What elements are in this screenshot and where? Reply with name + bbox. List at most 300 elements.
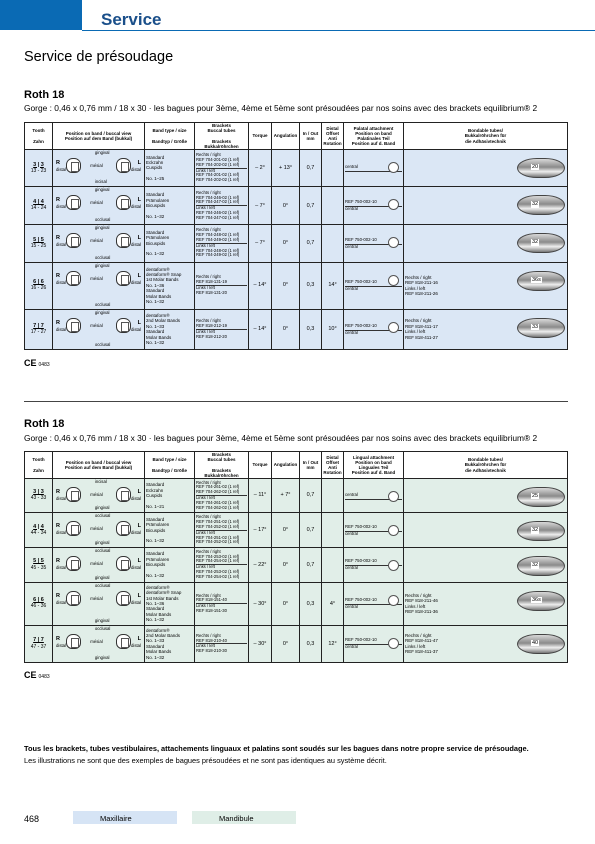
side-right-label: R [56,197,60,204]
attachment-ref: REF 750-002-10 [345,597,402,605]
bracket-right: Rechts / right REF 818-212-19 [196,318,227,328]
bracket-refs [195,262,249,309]
side-right-label: R [56,523,60,530]
legend-mandibular-label: Mandibule [219,814,254,823]
mesial-label: mésial [90,200,103,206]
bottom-surface-label: gingival [94,617,110,623]
mesial-label: mésial [90,638,103,644]
tooth-number: 4 | 4 [33,523,44,530]
bracket-refs [195,478,249,513]
tooth-number: 5 | 5 [33,558,44,565]
distal-offset-value [322,547,344,582]
side-right-label: R [56,635,60,642]
attachment-globe-icon [388,525,399,536]
distal-label-left: distal [130,204,141,210]
band-product-image [517,556,565,576]
torque-value: – 17° [249,513,272,548]
attachment-pos: central [345,530,358,536]
mesial-label: mésial [90,560,103,566]
top-surface-label: gingival [94,309,110,315]
bracket-left: Links / left REF 818-210-30 [196,643,227,654]
attachment-globe-icon [388,322,399,333]
band-size-label: 32 [532,238,539,245]
ce-mark-1: CE 0483 [24,358,50,368]
inout-value: 0,3 [300,582,322,625]
band-size-label: 25 [532,492,539,499]
bondable-tubes [404,625,568,662]
bracket-left: Links / left REF 704-261-02 (1 ref) REF 704-262-02 (1 ref) [196,495,240,510]
distal-label-right: distal [56,326,67,332]
tooth-icon [116,318,131,333]
bracket-refs [195,625,249,662]
tooth-number: 5 | 5 [33,236,44,243]
position-diagram [53,309,145,349]
attachment-globe-icon [388,638,399,649]
bottom-surface-label: occlusal [94,342,111,348]
page-title: Service de présoudage [24,49,174,65]
header-tooth: Tooth Zahn [25,452,53,479]
distal-label-left: distal [130,241,141,247]
attachment-ref: REF 750-002-10 [345,279,402,287]
table-row [25,478,568,513]
band-product-image [517,195,565,215]
attachment-ref: REF 750-002-10 [345,558,402,566]
tooth-number: 6 | 6 [33,279,44,285]
tooth-icon [66,634,81,649]
distal-label-left: distal [130,564,141,570]
top-surface-label: gingival [94,149,110,155]
tooth-cell [25,625,53,662]
attachment-ref: REF 750-002-10 [345,323,402,331]
band-product-image [517,318,565,338]
tooth-fdi: 44 - 34 [30,529,47,536]
table-row [25,625,568,662]
angulation-value: 0° [272,187,300,225]
bracket-right: Rechts / right REF 704-248-02 (1 ref) REF 704-249-02 (1 ref) [196,227,240,242]
angulation-value: 0° [272,262,300,309]
bracket-left: Links / left REF 704-201-02 (1 ref) REF 704-202-02 (1 ref) [196,167,240,183]
top-surface-label: incisal [94,478,107,484]
top-surface-label: gingival [94,262,110,268]
bottom-surface-label: gingival [94,540,110,546]
bracket-refs [195,582,249,625]
bondable-tubes [404,149,568,187]
bracket-right: Rechts / right REF 704-246-02 (1 ref) REF 704-247-02 (1 ref) [196,189,240,205]
side-right-label: R [56,592,60,599]
band-size-label: 32 [532,561,539,568]
header-attach: Palatal attachment Position on band Palatinales Teil Position auf d. Band [344,123,404,150]
attachment-globe-icon [388,199,399,210]
band-product-image [517,233,565,253]
bond-right: Rechts / right REF 818-211-46 [405,592,438,604]
angulation-value: + 7° [272,478,300,513]
tooth-icon [66,487,81,502]
tooth-icon [66,195,81,210]
bracket-left: Links / left REF 704-253-02 (1 ref) REF 704-254-02 (1 ref) [196,564,240,579]
position-diagram [53,262,145,309]
angulation-value: 0° [272,513,300,548]
bracket-refs [195,149,249,187]
tooth-icon [66,158,81,173]
angulation-value: 0° [272,582,300,625]
mesial-label: mésial [90,162,103,168]
header-bond: Bondable tubes/ Bukkalröhrchen für die Adhäsivtechnik [404,123,568,150]
band-product-image [517,521,565,541]
tooth-number: 6 | 6 [33,597,44,604]
tooth-icon [66,556,81,571]
distal-offset-value: 12° [322,625,344,662]
band-product-image [517,158,565,178]
torque-value: – 11° [249,478,272,513]
tooth-icon [66,233,81,248]
distal-offset-value [322,513,344,548]
angulation-value: 0° [272,309,300,349]
tooth-icon [116,556,131,571]
bracket-right: Rechts / right REF 704-201-02 (1 ref) REF 704-202-02 (1 ref) [196,152,240,167]
attachment-globe-icon [388,162,399,173]
header-inout: In / Out mm [300,452,322,479]
header-brackets: Brackets Buccal tubes Brackets Bukkalröhrchen [195,123,249,150]
bracket-refs [195,309,249,349]
distal-label-left: distal [130,599,141,605]
bondable-tubes [404,262,568,309]
distal-offset-value [322,478,344,513]
header-rule [82,30,595,31]
header-angulation: Angulation [272,123,300,150]
position-diagram [53,582,145,625]
tooth-number: 4 | 4 [33,199,44,206]
table-maxillary [24,122,568,350]
band-product-image [517,487,565,507]
band-type: Standard Prämolaren Bicuspids No. 1–32 [145,513,195,548]
distal-label-right: distal [56,241,67,247]
top-surface-label: occlusal [94,625,111,631]
torque-value: – 7° [249,187,272,225]
bondable-tubes [404,582,568,625]
mesial-label: mésial [90,275,103,281]
tooth-number: 3 | 3 [33,489,44,496]
tooth-number: 7 | 7 [33,322,44,329]
distal-label-left: distal [130,495,141,501]
attachment-globe-icon [388,237,399,248]
tooth-icon [116,271,131,286]
tooth-cell [25,582,53,625]
attachment-cell [344,513,404,548]
bottom-surface-label: incisal [94,179,107,185]
side-right-label: R [56,319,60,326]
header-angulation: Angulation [272,452,300,479]
table-row [25,513,568,548]
header-torque: Torque [249,123,272,150]
attachment-cell [344,625,404,662]
bond-right: Rechts / right REF 818-411-47 [405,633,438,644]
bracket-right: Rechts / right REF 704-261-02 (1 ref) REF 704-262-02 (1 ref) [196,479,240,495]
section-title: Service [101,10,162,29]
inout-value: 0,3 [300,262,322,309]
angulation-value: 0° [272,547,300,582]
bond-right: Rechts / right REF 818-211-16 [405,274,438,286]
side-right-label: R [56,272,60,279]
attachment-pos: central [345,286,358,292]
position-diagram [53,625,145,662]
attachment-pos: central [345,644,358,650]
page-number: 468 [24,814,40,824]
bottom-surface-label: gingival [94,574,110,580]
top-surface-label: occlusal [94,513,111,519]
band-type: Standard Eckzahn Cuspids No. 1–21 [145,478,195,513]
attachment-cell [344,149,404,187]
tooth-number: 3 | 3 [33,161,44,168]
distal-label-right: distal [56,166,67,172]
tooth-icon [116,233,131,248]
inout-value: 0,7 [300,224,322,262]
attachment-pos: central [345,329,358,335]
band-type: dentaform® 2nd Molar Bands No. 1–33 Standard Molar Bands No. 1–32 [145,309,195,349]
tooth-icon [66,521,81,536]
bond-left: Links / left REF 818-411-27 [405,329,438,340]
angulation-value: 0° [272,625,300,662]
table1-title: Roth 18 [24,89,65,101]
band-size-label: 36s [532,276,541,283]
bondable-tubes [404,224,568,262]
inout-value: 0,7 [300,547,322,582]
tooth-fdi: 17 - 27 [30,329,47,336]
inout-value: 0,7 [300,187,322,225]
bracket-left: Links / left REF 818-151-30 [196,603,227,613]
attachment-cell [344,187,404,225]
bracket-refs [195,547,249,582]
bond-left: Links / left REF 818-411-37 [405,643,438,655]
tooth-number: 7 | 7 [33,637,44,644]
bracket-left: Links / left REF 818-131-20 [196,285,227,295]
distal-label-right: distal [56,204,67,210]
distal-label-right: distal [56,530,67,536]
attachment-cell [344,262,404,309]
top-surface-label: occlusal [94,547,111,553]
header-torque: Torque [249,452,272,479]
side-right-label: R [56,488,60,495]
side-left-label: L [137,592,141,599]
inout-value: 0,3 [300,625,322,662]
side-left-label: L [137,234,141,241]
distal-label-right: distal [56,564,67,570]
tooth-fdi: 13 - 23 [30,167,47,174]
side-left-label: L [137,523,141,530]
distal-offset-value: 14° [322,262,344,309]
bracket-refs [195,513,249,548]
distal-offset-value [322,187,344,225]
header-inout: In / Out mm [300,123,322,150]
attachment-ref: REF 750-002-10 [345,637,402,645]
tooth-cell [25,309,53,349]
bracket-right: Rechts / right REF 818-151-40 [196,592,227,603]
distal-offset-value [322,224,344,262]
tooth-fdi: 43 - 33 [30,495,47,502]
table1-subtitle: Gorge : 0,46 x 0,76 mm / 18 x 30 · les bagues pour 3ème, 4ème et 5ème sont présoudées par nos soins avec des brackets equilibrium® 2 [24,103,538,113]
bracket-left: Links / left REF 704-251-02 (1 ref) REF 704-252-02 (1 ref) [196,529,240,545]
side-left-label: L [137,488,141,495]
side-left-label: L [137,197,141,204]
header-attach: Lingual attachment Position on band Linguales Teil Position auf d. Band [344,452,404,479]
tooth-icon [116,195,131,210]
bondable-tubes [404,478,568,513]
torque-value: – 14° [249,309,272,349]
attachment-ref: REF 750-002-10 [345,237,402,245]
table2-title: Roth 18 [24,418,65,430]
tooth-icon [116,591,131,606]
attachment-globe-icon [388,560,399,571]
attachment-cell [344,224,404,262]
tooth-fdi: 15 - 25 [30,243,47,250]
attachment-ref: central [345,492,402,500]
band-size-label: 36s [532,596,541,603]
bracket-right: Rechts / right REF 704-251-02 (1 ref) REF 704-252-02 (1 ref) [196,514,240,529]
band-product-image [517,591,565,611]
header-color-block [0,0,82,30]
inout-value: 0,7 [300,513,322,548]
position-diagram [53,224,145,262]
band-type: Standard Prämolaren Bicuspids No. 1–32 [145,187,195,225]
tooth-cell [25,547,53,582]
bond-right: Rechts / right REF 818-411-17 [405,318,438,329]
attachment-cell [344,547,404,582]
header-distal: Distal Offset Anti Rotation [322,123,344,150]
distal-label-left: distal [130,166,141,172]
tooth-icon [116,158,131,173]
tooth-icon [116,487,131,502]
header-position: Position on band / buccal view Position auf dem Band (bukkal) [53,452,145,479]
band-product-image [517,271,565,291]
distal-offset-value: 10° [322,309,344,349]
bottom-surface-label: gingival [94,505,110,511]
attachment-cell [344,478,404,513]
mesial-label: mésial [90,322,103,328]
side-right-label: R [56,557,60,564]
bracket-refs [195,224,249,262]
band-type: dentaform® dentaform® Snap 1st Molar Bands No. 1–36 Standard Molar Bands No. 1–32 [145,262,195,309]
torque-value: – 22° [249,547,272,582]
angulation-value: + 13° [272,149,300,187]
table-row [25,309,568,349]
tooth-cell [25,187,53,225]
bottom-surface-label: occlusal [94,301,111,307]
bond-left: Links / left REF 818-211-36 [405,603,438,615]
band-size-label: 20 [532,163,539,170]
table-row [25,187,568,225]
attachment-pos: central [345,243,358,249]
mesial-label: mésial [90,526,103,532]
side-left-label: L [137,159,141,166]
table-row [25,582,568,625]
position-diagram [53,513,145,548]
tooth-fdi: 14 - 24 [30,205,47,212]
inout-value: 0,7 [300,478,322,513]
bracket-left: Links / left REF 704-246-02 (1 ref) REF 704-247-02 (1 ref) [196,205,240,220]
table-row [25,262,568,309]
distal-label-right: distal [56,495,67,501]
bottom-surface-label: occlusal [94,217,111,223]
bracket-refs [195,187,249,225]
angulation-value: 0° [272,224,300,262]
inout-value: 0,7 [300,149,322,187]
tooth-icon [66,318,81,333]
band-product-image [517,634,565,654]
tooth-cell [25,224,53,262]
top-surface-label: gingival [94,187,110,193]
band-size-label: 32 [532,527,539,534]
top-surface-label: gingival [94,224,110,230]
attachment-globe-icon [388,491,399,502]
distal-label-left: distal [130,326,141,332]
distal-label-left: distal [130,642,141,648]
table-mandibular [24,451,568,663]
position-diagram [53,547,145,582]
mesial-label: mésial [90,237,103,243]
ce-mark-2: CE 0483 [24,670,50,680]
band-size-label: 33 [532,323,539,330]
header-bond: Bondable tubes/ Bukkalröhrchen für die Adhäsivtechnik [404,452,568,479]
band-type: dentaform® 2nd Molar Bands No. 1–33 Standard Molar Bands No. 1–32 [145,625,195,662]
side-left-label: L [137,635,141,642]
bondable-tubes [404,187,568,225]
tooth-fdi: 47 - 37 [30,643,47,650]
tooth-cell [25,149,53,187]
tooth-icon [116,634,131,649]
distal-label-right: distal [56,279,67,285]
distal-offset-value: 4° [322,582,344,625]
torque-value: – 14° [249,262,272,309]
side-right-label: R [56,159,60,166]
bondable-tubes [404,309,568,349]
bond-left: Links / left REF 818-211-26 [405,285,438,296]
bracket-left: Links / left REF 704-248-02 (1 ref) REF 704-249-02 (1 ref) [196,242,240,258]
tooth-icon [116,521,131,536]
position-diagram [53,187,145,225]
attachment-pos: central [345,604,358,610]
bracket-right: Rechts / right REF 704-253-02 (1 ref) REF 704-254-02 (1 ref) [196,548,240,564]
torque-value: – 30° [249,625,272,662]
attachment-globe-icon [388,595,399,606]
bottom-surface-label: gingival [94,655,110,661]
band-type: dentaform® dentaform® Snap 1st Molar Bands No. 1–36 Standard Molar Bands No. 1–32 [145,582,195,625]
distal-offset-value [322,149,344,187]
attachment-pos: central [345,565,358,571]
side-left-label: L [137,557,141,564]
attachment-ref: central [345,164,402,172]
attachment-ref: REF 750-002-10 [345,524,402,532]
bottom-surface-label: occlusal [94,254,111,260]
header-position: Position on band / buccal view Position auf dem Band (bukkal) [53,123,145,150]
table-row [25,149,568,187]
table-row [25,547,568,582]
tooth-cell [25,513,53,548]
inout-value: 0,3 [300,309,322,349]
side-left-label: L [137,272,141,279]
attachment-cell [344,582,404,625]
attachment-pos: central [345,206,358,212]
attachment-cell [344,309,404,349]
bondable-tubes [404,547,568,582]
table-row [25,224,568,262]
header-tooth: Tooth Zahn [25,123,53,150]
bracket-left: Links / left REF 818-212-20 [196,328,227,339]
legend-maxillary-label: Maxillaire [100,814,132,823]
band-type: Standard Prämolaren Bicuspids No. 1–32 [145,224,195,262]
tooth-fdi: 46 - 36 [30,603,47,610]
tooth-icon [66,271,81,286]
position-diagram [53,478,145,513]
table2-subtitle: Gorge : 0,46 x 0,76 mm / 18 x 30 · les bagues pour 3ème, 4ème et 5ème sont présoudées par nos soins avec des brackets equilibrium® 2 [24,433,538,443]
